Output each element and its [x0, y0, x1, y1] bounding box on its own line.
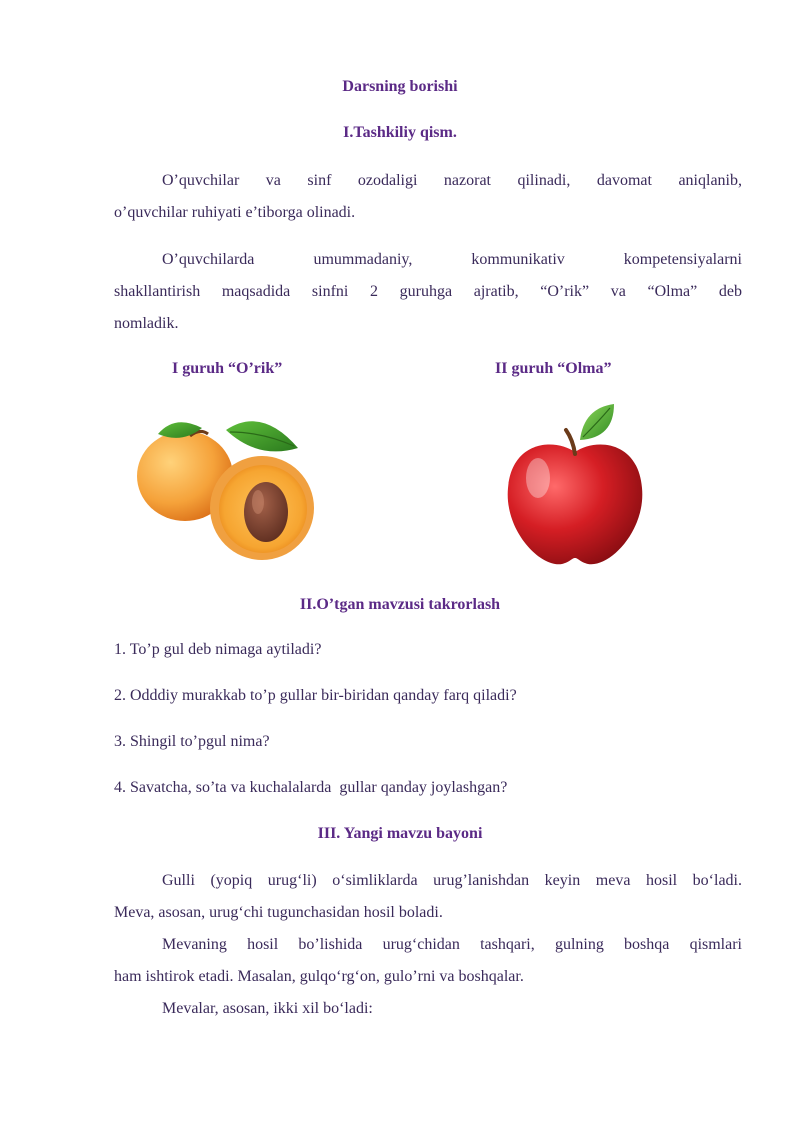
- apple-illustration: [500, 400, 650, 570]
- apple-body: [508, 444, 643, 564]
- section-3-paragraph-1-line-1: Gulli (yopiq urug‘li) o‘simliklarda urug’lanishdan keyin meva hosil bo‘ladi.: [162, 872, 742, 889]
- apricot-pit: [244, 482, 288, 542]
- section-3-paragraph-2-line-2: ham ishtirok etadi. Masalan, gulqo‘rg‘on, gulo’rni va boshqalar.: [114, 968, 524, 985]
- section-1-paragraph-1-line-1: O’quvchilar va sinf ozodaligi nazorat qilinadi, davomat aniqlanib,: [162, 172, 742, 189]
- question-1: 1. To’p gul deb nimaga aytiladi?: [114, 641, 322, 658]
- section-3-paragraph-3-line-1: Mevalar, asosan, ikki xil bo‘ladi:: [162, 1000, 373, 1017]
- apricot-illustration: [130, 408, 320, 573]
- section-1-paragraph-2-line-2: shakllantirish maqsadida sinfni 2 guruhga ajratib, “O’rik” va “Olma” deb: [114, 283, 742, 300]
- section-2-heading: II.O’tgan mavzusi takrorlash: [299, 596, 501, 613]
- section-1-heading: I.Tashkiliy qism.: [343, 124, 457, 141]
- question-3: 3. Shingil to’pgul nima?: [114, 733, 270, 750]
- section-1-paragraph-2-line-1: O’quvchilarda umummadaniy, kommunikativ kompetensiyalarni: [162, 251, 742, 268]
- section-3-heading: III. Yangi mavzu bayoni: [317, 825, 483, 842]
- section-3-paragraph-2-line-1: Mevaning hosil bo’lishida urug‘chidan tashqari, gulning boshqa qismlari: [162, 936, 742, 953]
- group-2-label: II guruh “Olma”: [495, 360, 612, 377]
- question-2: 2. Odddiy murakkab to’p gullar bir-biridan qanday farq qiladi?: [114, 687, 517, 704]
- apricot-leaf-right: [226, 421, 298, 451]
- section-3-paragraph-1-line-2: Meva, asosan, urug‘chi tugunchasidan hosil boladi.: [114, 904, 443, 921]
- section-1-paragraph-2-line-3: nomladik.: [114, 315, 179, 332]
- question-4: 4. Savatcha, so’ta va kuchalalarda gullar qanday joylashgan?: [114, 779, 508, 796]
- page-title: Darsning borishi: [342, 78, 458, 95]
- section-1-paragraph-1-line-2: o’quvchilar ruhiyati e’tiborga olinadi.: [114, 204, 356, 221]
- group-1-label: I guruh “O’rik”: [172, 360, 283, 377]
